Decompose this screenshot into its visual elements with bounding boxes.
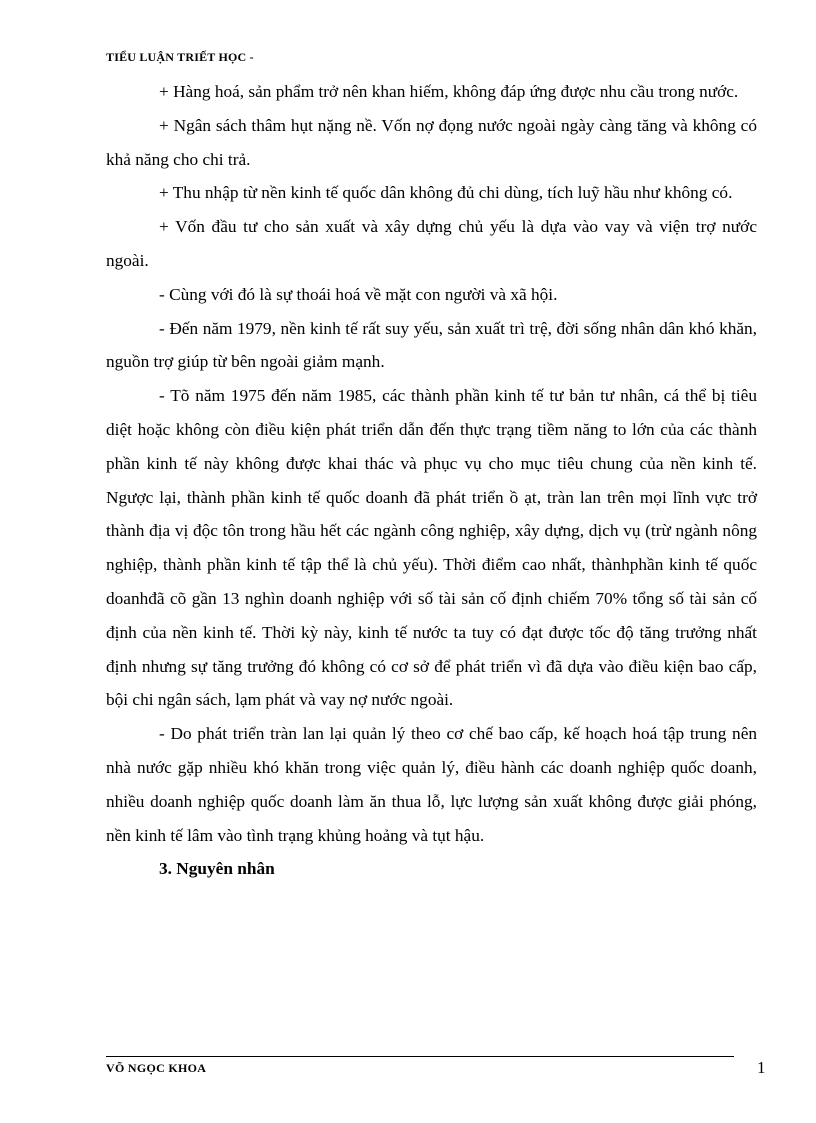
section-heading: 3. Nguyên nhân — [159, 859, 275, 879]
page-number: 1 — [757, 1058, 766, 1077]
paragraph: + Hàng hoá, sản phẩm trở nên khan hiếm, không đáp ứng được nhu cầu trong nước. — [159, 82, 739, 101]
paragraph: - Do phát triển tràn lan lại quản lý theo cơ chế bao cấp, kế hoạch hoá tập trung nên nhà nước gặp nhiều khó khăn trong việc quản lý, điều hành các doanh nghiệp quốc doanh, nhiều doanh nghiệp quốc doanh làm ăn thua lỗ, lực lượng sản xuất không được giải phóng, nền kinh tế lâm vào tình trạng khủng hoảng và tụt hậu. — [106, 724, 757, 845]
paragraph: + Vốn đầu tư cho sản xuất và xây dựng chủ yếu là dựa vào vay và viện trợ nước ngoài. — [106, 217, 757, 270]
document-body — [106, 75, 757, 886]
paragraph: - Tõ năm 1975 đến năm 1985, các thành phần kinh tế tư bản tư nhân, cá thể bị tiêu diệt hoặc không còn điều kiện phát triển dẫn đến thực trạng tiềm năng to lớn của các thành phần kinh tế này không được khai thác và phục vụ cho mục tiêu chung của nền kinh tế. Ngược lại, thành phần kinh tế quốc doanh đã phát triển ồ ạt, tràn lan trên mọi lĩnh vực trở thành địa vị độc tôn trong hầu hết các ngành công nghiệp, xây dựng, dịch vụ (trừ ngành nông nghiệp, thành phần kinh tế tập thể là chủ yếu). Thời điểm cao nhất, thànhphần kinh tế quốc doanhđã cõ gần 13 nghìn doanh nghiệp với số tài sản cố định chiếm 70% tổng số tài sản cố định của nền kinh tế. Thời kỳ này, kinh tế nước ta tuy có đạt được tốc độ tăng trưởng nhất định nhưng sự tăng trưởng đó không có cơ sở để phát triển vì đã dựa vào điều kiện bao cấp, bội chi ngân sách, lạm phát và vay nợ nước ngoài. — [106, 386, 757, 710]
paragraph: - Cùng với đó là sự thoái hoá về mặt con người và xã hội. — [159, 284, 558, 304]
page-header: TIỂU LUẬN TRIẾT HỌC - — [106, 50, 254, 64]
footer-divider — [106, 1056, 734, 1057]
paragraph: + Thu nhập từ nền kinh tế quốc dân không đủ chi dùng, tích luỹ hầu như không có. — [159, 183, 733, 203]
footer-author: VÕ NGỌC KHOA — [106, 1061, 207, 1075]
paragraph: + Ngân sách thâm hụt nặng nề. Vốn nợ đọng nước ngoài ngày càng tăng và không có khả năng cho chi trả. — [106, 115, 757, 169]
paragraph: - Đến năm 1979, nền kinh tế rất suy yếu, sản xuất trì trệ, đời sống nhân dân khó khăn, nguồn trợ giúp từ bên ngoài giảm mạnh. — [106, 318, 757, 372]
